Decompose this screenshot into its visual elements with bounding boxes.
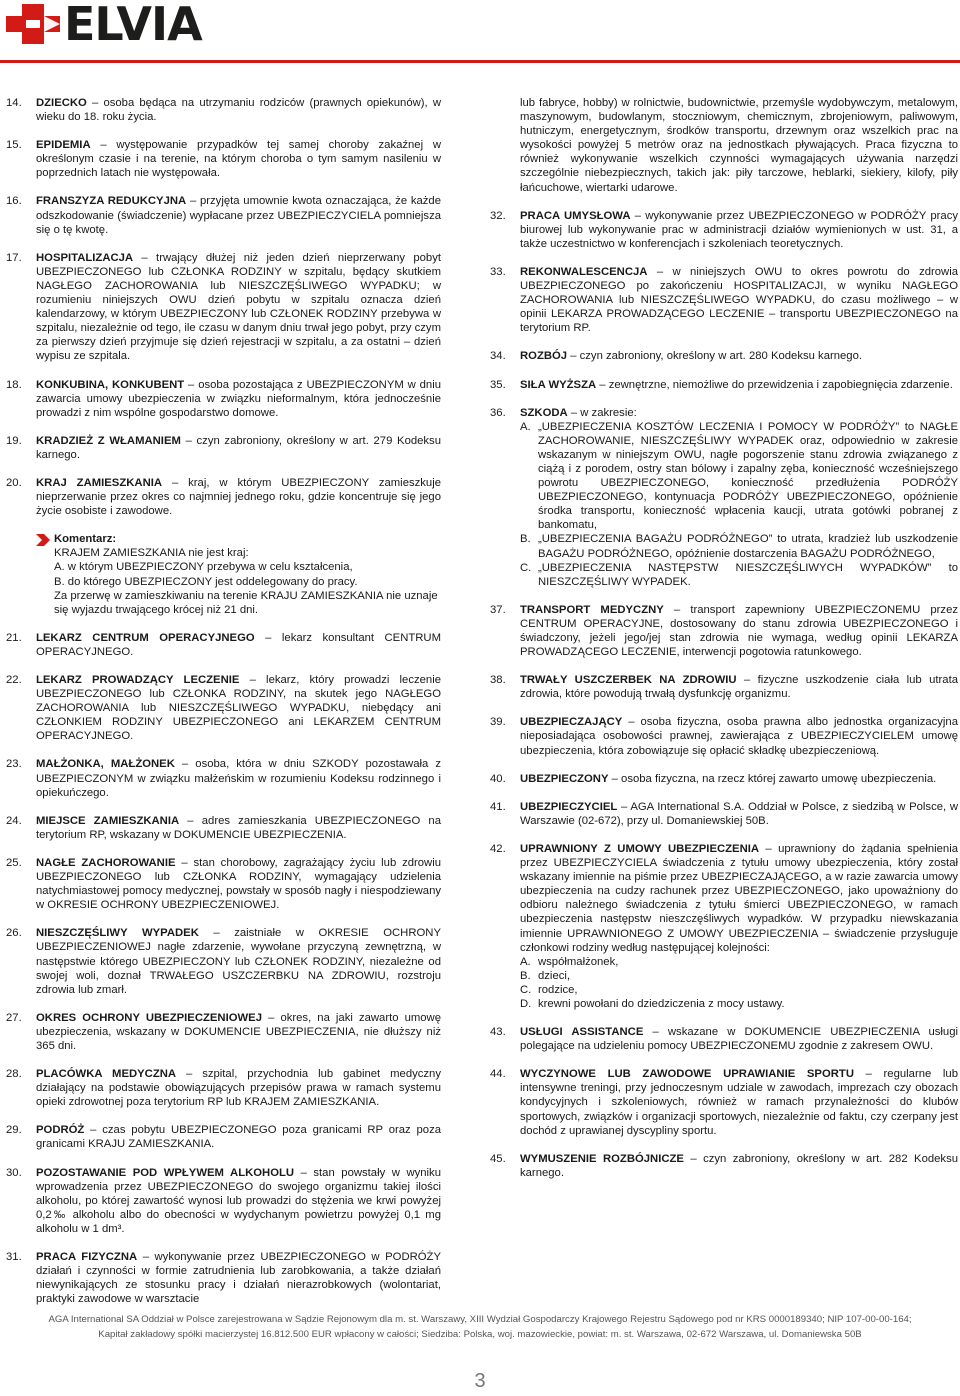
- item-text: – fizyczne uszkodzenie ciała lub utrata zdrowia, które powodują trwałą dysfunkcję organizmu.: [520, 674, 958, 701]
- item-body: [520, 265, 958, 335]
- sub-item-letter: C.: [520, 561, 532, 574]
- brand-name: ELVIA: [64, 0, 202, 51]
- definition-item: [6, 1123, 441, 1151]
- item-body: [520, 603, 958, 659]
- definition-item: [490, 1067, 958, 1137]
- item-term: KRADZIEŻ Z WŁAMANIEM: [36, 434, 181, 447]
- definition-item: [490, 209, 958, 251]
- item-body: [520, 715, 958, 757]
- definition-item: [6, 814, 441, 842]
- item-body: [36, 856, 441, 912]
- item-body: [520, 1025, 958, 1053]
- item-text: – stan chorobowy, zagrażający życiu lub zdrowiu UBEZPIECZONEGO lub CZŁONKA RODZINY, wymagający udzielenia natychmiastowej pomocy medycznej, powstały w sposób nagły i niespodziewany w OKRESIE OCHRONY UBEZPIECZENIOWEJ.: [36, 856, 441, 912]
- item-number: 22.: [6, 674, 22, 686]
- definition-item: [490, 349, 958, 363]
- item-number: 45.: [490, 1152, 506, 1165]
- item-body: [36, 251, 441, 364]
- definition-item: [490, 406, 958, 589]
- sub-item-letter: C.: [520, 983, 532, 996]
- item-number: 42.: [490, 842, 506, 855]
- item-body: [520, 1067, 958, 1137]
- item-number: 43.: [490, 1026, 506, 1039]
- item-text: – lekarz, który prowadzi leczenie UBEZPIECZONEGO lub CZŁONKA RODZINY, na skutek jego NAGŁEGO ZACHOROWANIA lub NIESZCZĘŚLIWEGO WYPADKU, niebędący ani CZŁONKIEM RODZINY UBEZPIECZONEGO ani LEKARZEM CENTRUM OPERACYJNEGO.: [36, 674, 441, 743]
- item-term: UBEZPIECZYCIEL: [520, 800, 618, 813]
- item-number: 40.: [490, 772, 506, 785]
- item-term: UBEZPIECZAJĄCY: [520, 716, 623, 729]
- sub-item: [520, 969, 958, 983]
- item-number: 41.: [490, 800, 506, 813]
- item-text: – występowanie przypadków tej samej choroby zakaźnej w określonym czasie i na terenie, na którym choroba o tym samym nasileniu w poprzednich latach nie występowała.: [36, 139, 441, 180]
- item-number: 30.: [6, 1166, 22, 1179]
- sub-item-text: rodzice,: [538, 983, 578, 996]
- elvia-logo: [4, 0, 202, 51]
- item-number: 33.: [490, 265, 506, 278]
- item-text: – zaistniałe w OKRESIE OCHRONY UBEZPIECZENIOWEJ nagłe zdarzenie, wywołane przyczyną zewnętrzną, w następstwie którego UBEZPIECZONY lub CZŁONEK RODZINY, niezależne od swojej woli, doznał TRWAŁEGO USZCZERBKU NA ZDROWIU, rozstroju zdrowia lub zmarł.: [36, 927, 441, 996]
- sub-item-text: „UBEZPIECZENIA KOSZTÓW LECZENIA I POMOCY W PODRÓŻY” to NAGŁE ZACHOROWANIE, NIESZCZĘŚLIWY WYPADEK oraz, odpowiednio w zakresie wskazanym w niniejszym OWU, nagłe pogorszenie stanu zdrowia związanego z ciążą i z porodem, ostry stan bólowy i zapalny zęba, konieczność wcześniejszego powrotu UBEZPIECZONEGO, konieczność przedłużenia PODRÓŻY UBEZPIECZONEGO, kontynuacja PODRÓŻY UBEZPIECZONEGO, opóźnienie środka transportu, konieczność wpłacenia kaucji, utrata gotówki pobranej z bankomatu,: [538, 420, 958, 532]
- item-body: [36, 378, 441, 420]
- item-text: – wykonywanie przez UBEZPIECZONEGO w PODRÓŻY pracy biurowej lub wykonywanie prac w administracji działów wymienionych w ust. 31, a także uczestnictwo w konferencjach i szkoleniach teoretycznych.: [520, 209, 958, 250]
- sub-item: [520, 532, 958, 560]
- item-text: – osoba fizyczna, na rzecz której zawarto umowę ubezpieczenia.: [608, 772, 937, 785]
- sub-item-letter: D.: [520, 997, 532, 1010]
- item-text: – czyn zabroniony, określony w art. 280 Kodeksu karnego.: [567, 350, 863, 363]
- definition-item: [6, 1250, 441, 1306]
- definition-item: [6, 476, 441, 518]
- item-term: TRANSPORT MEDYCZNY: [520, 603, 664, 616]
- sub-item-letter: B.: [520, 533, 531, 546]
- item-term: WYCZYNOWE LUB ZAWODOWE UPRAWIANIE SPORTU: [520, 1068, 854, 1081]
- item-body: [520, 209, 958, 251]
- item-term: KRAJ ZAMIESZKANIA: [36, 476, 163, 489]
- item-number: 25.: [6, 856, 22, 869]
- sub-item-text: krewni powołani do dziedziczenia z mocy ustawy.: [538, 997, 785, 1010]
- sub-item: [520, 955, 958, 969]
- item-term: DZIECKO: [36, 97, 87, 109]
- item-term: LEKARZ CENTRUM OPERACYJNEGO: [36, 631, 255, 644]
- item-term: EPIDEMIA: [36, 139, 91, 152]
- item-text: – wskazane w DOKUMENCIE UBEZPIECZENIA usługi polegające na udzieleniu pomocy UBEZPIECZONEMU zgodnie z zakresem OWU.: [520, 1026, 958, 1053]
- item-body: [36, 1123, 441, 1151]
- item-term: FRANSZYZA REDUKCYJNA: [36, 195, 187, 208]
- item-term: TRWAŁY USZCZERBEK NA ZDROWIU: [520, 674, 737, 687]
- item-body: [36, 673, 441, 743]
- item-text: – czas pobytu UBEZPIECZONEGO poza granicami RP oraz poza granicami KRAJU ZAMIESZKANIA.: [36, 1124, 441, 1151]
- item-text: – osoba pozostająca z UBEZPIECZONYM w dniu zawarcia umowy ubezpieczenia w związku nieformalnym, która jednocześnie prowadzi z nim wspólne gospodarstwo domowe.: [36, 378, 441, 419]
- item-term: ROZBÓJ: [520, 350, 568, 363]
- definition-item: [6, 194, 441, 236]
- sub-item: [520, 983, 958, 997]
- item-term: KONKUBINA, KONKUBENT: [36, 378, 185, 391]
- definition-item: [6, 631, 441, 659]
- item-term: HOSPITALIZACJA: [36, 251, 134, 264]
- item-body: [36, 1011, 441, 1053]
- item-body: [36, 96, 441, 124]
- item-term: WYMUSZENIE ROZBÓJNICZE: [520, 1152, 684, 1165]
- item-term: PODRÓŻ: [36, 1124, 85, 1137]
- item-number: 32.: [490, 209, 506, 222]
- item-text: – kraj, w którym UBEZPIECZONY zamieszkuje nieprzerwanie przez okres co najmniej jednego roku, gdzie koncentruje się jego życie osobiste i zawodowe.: [36, 476, 441, 518]
- comment-arrow-icon: [36, 534, 54, 617]
- item-text: – AGA International S.A. Oddział w Polsce, z siedzibą w Polsce, w Warszawie (02-672), przy ul. Domaniewskiej 50B.: [520, 800, 958, 827]
- item-number: 29.: [6, 1124, 22, 1137]
- footer: [0, 1312, 960, 1342]
- item-body: [520, 673, 958, 701]
- item-number: 15.: [6, 139, 22, 152]
- item-number: 26.: [6, 927, 22, 940]
- item-body: [36, 1067, 441, 1109]
- definition-item: [6, 1067, 441, 1109]
- item-body: [36, 138, 441, 180]
- comment-line: KRAJEM ZAMIESZKANIA nie jest kraj:: [54, 547, 249, 560]
- sub-item: [520, 997, 958, 1011]
- definition-item: [6, 434, 441, 462]
- definition-item: [490, 800, 958, 828]
- item-term: USŁUGI ASSISTANCE: [520, 1026, 644, 1039]
- item-number: 14.: [6, 97, 22, 109]
- item-text: – czyn zabroniony, określony w art. 279 Kodeksu karnego.: [36, 434, 441, 461]
- item-text: – przyjęta umownie kwota oznaczająca, że każde odszkodowanie (świadczenie) wypłacane przez UBEZPIECZYCIELA pomniejsza się o tę kwotę.: [36, 195, 441, 236]
- item-number: 39.: [490, 716, 506, 729]
- elvia-cross-logo-icon: [4, 2, 62, 46]
- item-body: [520, 800, 958, 828]
- definition-item: [490, 1025, 958, 1053]
- footer-line-1: AGA International SA Oddział w Polsce zarejestrowana w Sądzie Rejonowym dla m. st. Warszawy, XIII Wydział Gospodarczy Krajowego Rejestru Sądowego pod nr KRS 0000189340; NIP 107-00-00-164;: [48, 1314, 912, 1325]
- item-body: [36, 814, 441, 842]
- item-term: SIŁA WYŻSZA: [520, 378, 597, 391]
- definition-item: [6, 673, 441, 743]
- item-term: SZKODA: [520, 406, 568, 419]
- item-number: 37.: [490, 603, 506, 616]
- item-number: 21.: [6, 631, 22, 644]
- item-text: – uprawniony do żądania spełnienia przez UBEZPIECZYCIELA świadczenia z tytułu umowy ubezpieczenia, który został wskazany imiennie na piśmie przez UBEZPIECZAJĄCEGO, a w razie zawarcia umowy ubezpieczenia na cudzy rachunek przez UBEZPIECZONEGO, jako upoważniony do odbioru należnego świadczenia z tytułu śmierci UBEZPIECZONEGO, w ramach ubezpieczenia następstw nieszczęśliwych wypadków. W przypadku niewskazania imiennie UPRAWNIONEGO Z UMOWY UBEZPIECZENIA – świadczenie przysługuje członkowi rodziny według następującej kolejności:: [520, 842, 959, 954]
- item-text: – w niniejszych OWU to okres powrotu do zdrowia UBEZPIECZONEGO po zakończeniu HOSPITALIZACJI, w wyniku NAGŁEGO ZACHOROWANIA lub NIESZCZĘŚLIWEGO WYPADKU, do czasu możliwego – w opinii LEKARZA PROWADZĄCEGO LECZENIE – transportu UBEZPIECZONEGO na terytorium RP.: [520, 265, 958, 335]
- header-rule: [0, 60, 960, 63]
- item-number: 35.: [490, 378, 506, 391]
- sub-item-text: „UBEZPIECZENIA BAGAŻU PODRÓŻNEGO” to utrata, kradzież lub uszkodzenie BAGAŻU PODRÓŻNEGO, opóźnienie dostarczenia BAGAŻU PODRÓŻNEGO,: [538, 533, 958, 560]
- item-body: [520, 1152, 958, 1180]
- item-term: UPRAWNIONY Z UMOWY UBEZPIECZENIA: [520, 842, 760, 855]
- comment-title: Komentarz:: [54, 533, 117, 546]
- item-term: POZOSTAWANIE POD WPŁYWEM ALKOHOLU: [36, 1166, 295, 1179]
- item-text: – adres zamieszkania UBEZPIECZONEGO na terytorium RP, wskazany w DOKUMENCIE UBEZPIECZENIA.: [36, 814, 441, 841]
- item-body: [520, 349, 958, 363]
- sub-item-letter: B.: [520, 969, 531, 982]
- definition-item: [6, 138, 441, 180]
- item-number: 31.: [6, 1251, 22, 1263]
- sub-item-text: „UBEZPIECZENIA NASTĘPSTW NIESZCZĘŚLIWYCH WYPADKÓW” to NIESZCZĘŚLIWY WYPADEK.: [538, 561, 958, 588]
- definition-item: [6, 1011, 441, 1053]
- item-body: [36, 476, 441, 518]
- item-term: MIEJSCE ZAMIESZKANIA: [36, 814, 180, 827]
- comment-line: Za przerwę w zamieszkiwaniu na terenie KRAJU ZAMIESZKANIA nie uznaje się wyjazdu trwającego krócej niż 21 dni.: [54, 589, 438, 616]
- item-text: – trwający dłużej niż jeden dzień nieprzerwany pobyt UBEZPIECZONEGO lub CZŁONKA RODZINY w szpitalu, będący skutkiem NAGŁEGO ZACHOROWANIA lub NIESZCZĘŚLIWEGO WYPADKU; w rozumieniu niniejszych OWU dzień pobytu w szpitalu oznacza dzień kalendarzowy, w którym UBEZPIECZONY lub CZŁONEK RODZINY przebywa w szpitalu, niezależnie od tego, ile czasu w danym dniu trwał jego pobyt, przy czym za pierwszy dzień przyjmuje się dzień rejestracji w szpitalu, a za ostatni – dzień wypisu ze szpitala.: [36, 251, 441, 363]
- item-number: 17.: [6, 251, 22, 264]
- item-number: 27.: [6, 1011, 22, 1024]
- item-term: REKONWALESCENCJA: [520, 265, 648, 278]
- footer-line-2: Kapitał zakładowy spółki macierzystej 16.812.500 EUR wpłacony w całości; Siedziba: Polska, woj. mazowieckie, powiat: m. st. Warszawa, 02-672 Warszawa, ul. Domaniewska 50B: [98, 1329, 862, 1340]
- item-number: 34.: [490, 350, 506, 363]
- definition-item: [490, 772, 958, 786]
- item-body: [520, 842, 958, 1011]
- item-body: [36, 194, 441, 236]
- item-term: UBEZPIECZONY: [520, 772, 609, 785]
- item-text: – stan powstały w wyniku wprowadzenia przez UBEZPIECZONEGO do swojego organizmu takiej ilości alkoholu, po której zawartość wynosi lub prowadzi do stężenia we krwi powyżej 0,2‰ alkoholu albo do obecności w wydychanym powietrzu powyżej 0,1 mg alkoholu w 1 dm³.: [36, 1166, 441, 1235]
- comment-body: [54, 532, 441, 617]
- definition-item: [490, 715, 958, 757]
- item-number: 44.: [490, 1068, 506, 1081]
- item-body: [36, 1166, 441, 1236]
- comment-line: B. do którego UBEZPIECZONY jest oddelegowany do pracy.: [54, 575, 358, 588]
- item-term: PLACÓWKA MEDYCZNA: [36, 1068, 177, 1081]
- item-text: – regularne lub intensywne treningi, przy jednoczesnym udziale w zawodach, imprezach czy obozach kondycyjnych i szkoleniowych, również w ramach przynależności do klubów sportowych, związków i organizacji sportowych, niezależnie od faktu, czy czerpany jest dochód z uprawianej dyscypliny sportu.: [520, 1068, 958, 1137]
- sub-item: [520, 420, 958, 533]
- definition-item: [6, 926, 441, 996]
- item-text: – osoba będąca na utrzymaniu rodziców (prawnych opiekunów), w wieku do 18. roku życia.: [36, 97, 441, 124]
- definition-item: [6, 251, 441, 364]
- item-body: [36, 757, 441, 799]
- comment-line: A. w którym UBEZPIECZONY przebywa w celu kształcenia,: [54, 561, 353, 574]
- item-term: NAGŁE ZACHOROWANIE: [36, 856, 176, 869]
- sub-item-letter: A.: [520, 420, 531, 433]
- item-body: [36, 434, 441, 462]
- item-number: 16.: [6, 195, 22, 208]
- definition-item: [490, 603, 958, 659]
- item-term: NIESZCZĘŚLIWY WYPADEK: [36, 927, 199, 940]
- item-term: LEKARZ PROWADZĄCY LECZENIE: [36, 674, 240, 686]
- sub-item: [520, 561, 958, 589]
- item-body: [520, 406, 958, 589]
- item-body: [36, 631, 441, 659]
- definition-item: [6, 856, 441, 912]
- definition-item: [6, 757, 441, 799]
- item-text: – transport zapewniony UBEZPIECZONEMU przez CENTRUM OPERACYJNE, dostosowany do stanu zdrowia UBEZPIECZONEGO i świadczony, jeżeli jego/jej stan zdrowia nie wymaga, według opinii LEKARZA PROWADZĄCEGO LECZENIE, interwencji pogotowia ratunkowego.: [520, 603, 958, 659]
- item-text: – osoba fizyczna, osoba prawna albo jednostka organizacyjna nieposiadająca osobowości prawnej, zawierająca z UBEZPIECZYCIELEM umowę ubezpieczenia, która zobowiązuje się opłacić składkę ubezpieczeniową.: [520, 716, 958, 757]
- item-number: 20.: [6, 476, 22, 489]
- item-term: MAŁŻONKA, MAŁŻONEK: [36, 758, 175, 771]
- item-text: – zewnętrzne, niemożliwe do przewidzenia i zapobiegnięcia zdarzenie.: [596, 378, 953, 391]
- continued-text: lub fabryce, hobby) w rolnictwie, budownictwie, przemyśle wydobywczym, metalowym, maszynowym, budowlanym, stoczniowym, chemicznym, zbrojeniowym, paliwowym, hutniczym, energetycznym, środków transportu, drzewnym oraz wszelkich prac na wysokości powyżej 5 metrów oraz na jednostkach pływających. Praca fizyczna to również wykonywanie wszelkich czynności wymagających używania narzędzi szczególnie niebezpiecznych, takich jak: piły tarczowe, heblarki, siekiery, kilofy, piły łańcuchowe, wiertarki udarowe.: [520, 97, 958, 194]
- item-number: 19.: [6, 434, 22, 447]
- definition-item: [490, 378, 958, 392]
- item-text: – okres, na jaki zawarto umowę ubezpieczenia, wskazany w DOKUMENCIE UBEZPIECZENIA, nie dłuższy niż 365 dni.: [36, 1011, 442, 1052]
- item-text: – w zakresie:: [567, 406, 637, 419]
- definition-item: [490, 1152, 958, 1180]
- item-number: 24.: [6, 814, 22, 827]
- item-number: 23.: [6, 758, 22, 771]
- sub-item-text: dzieci,: [538, 969, 571, 982]
- definition-item: [490, 673, 958, 701]
- comment-block: [36, 532, 441, 617]
- item-body: [36, 1250, 441, 1306]
- definition-item: [490, 265, 958, 335]
- item-text: – wykonywanie przez UBEZPIECZONEGO w PODRÓŻY działań i czynności w formie zatrudnienia lub zarobkowania, a także działań niewynikających ze stosunku pracy i działań nierazrobkowych (wolontariat, praktyki zawodowe w warsztacie: [36, 1251, 441, 1306]
- sub-item-letter: A.: [520, 955, 531, 968]
- item-text: – czyn zabroniony, określony w art. 282 Kodeksu karnego.: [520, 1152, 959, 1179]
- definition-item: [6, 96, 441, 124]
- item-body: [520, 378, 958, 392]
- left-column: [6, 96, 441, 1320]
- definition-item: [490, 842, 958, 1011]
- item-text: – lekarz konsultant CENTRUM OPERACYJNEGO.: [36, 631, 441, 658]
- item-term: PRACA FIZYCZNA: [36, 1251, 138, 1263]
- right-column: [490, 96, 958, 1194]
- sub-item-text: współmałżonek,: [538, 955, 619, 968]
- item-body: [36, 926, 441, 996]
- item-text: – osoba, która w dniu SZKODY pozostawała z UBEZPIECZONYM w związku małżeńskim w rozumieniu Kodeksu rodzinnego i opiekuńczego.: [36, 758, 441, 799]
- item-text: – szpital, przychodnia lub gabinet medyczny działający na podstawie obowiązujących przepisów prawa w ramach systemu opieki zdrowotnej poza terytorium RP lub KRAJEM ZAMIESZKANIA.: [36, 1068, 441, 1109]
- item-number: 18.: [6, 378, 22, 391]
- item-number: 28.: [6, 1068, 22, 1081]
- item-term: PRACA UMYSŁOWA: [520, 209, 631, 222]
- item-term: OKRES OCHRONY UBEZPIECZENIOWEJ: [36, 1011, 262, 1024]
- definition-item: [6, 378, 441, 420]
- item-body: [520, 772, 958, 786]
- definition-item: [6, 1166, 441, 1236]
- page-number: 3: [474, 1370, 486, 1392]
- item-number: 36.: [490, 406, 506, 419]
- item-number: 38.: [490, 674, 506, 687]
